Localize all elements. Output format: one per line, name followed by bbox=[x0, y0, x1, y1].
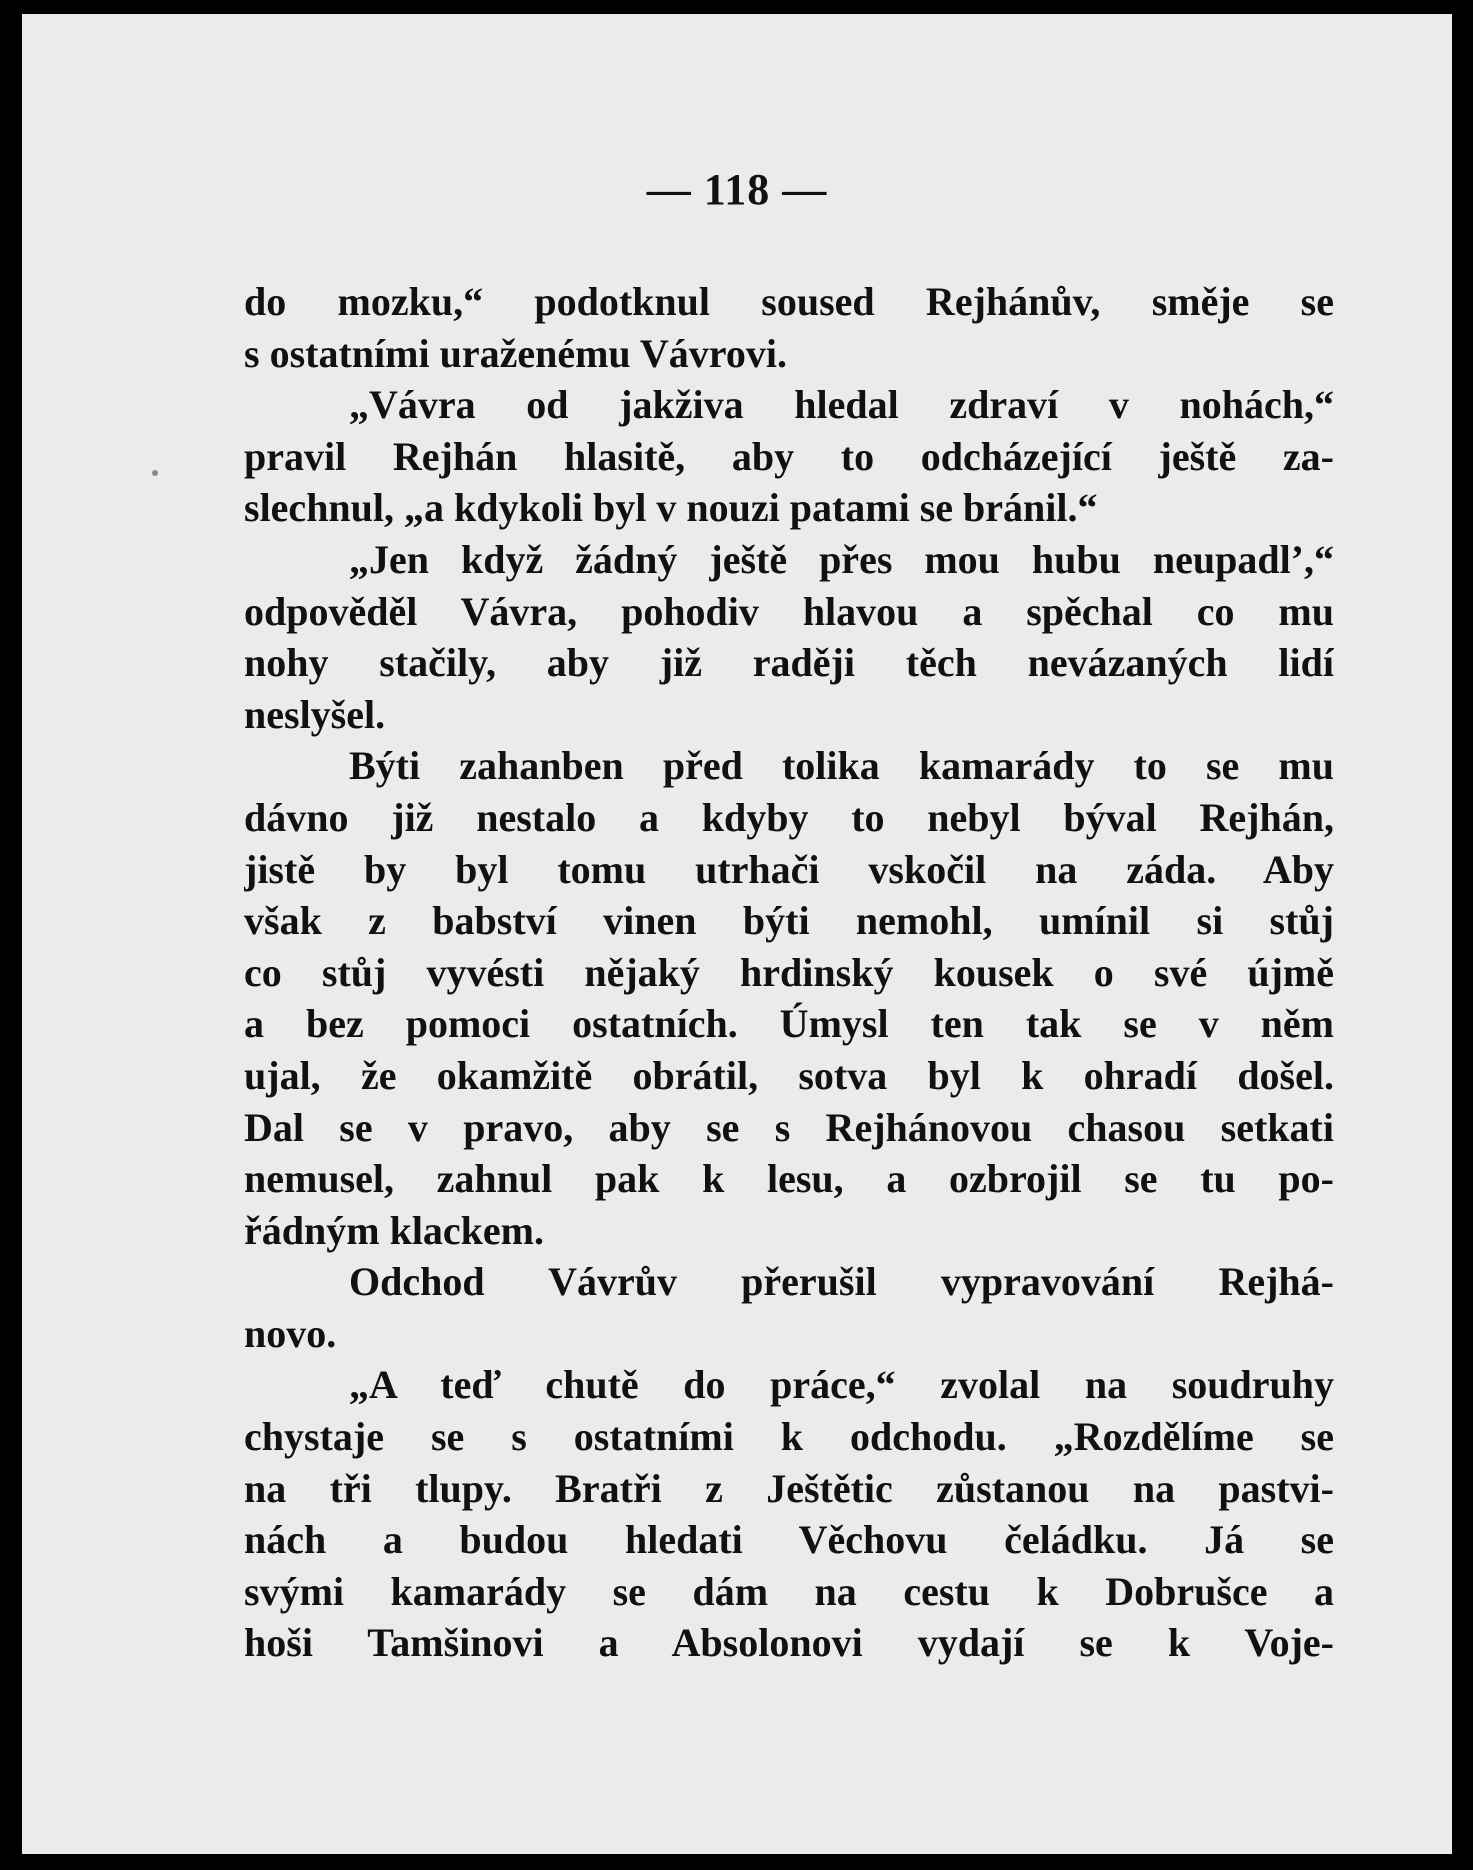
paper-speck bbox=[152, 470, 158, 476]
page-number: — 118 — bbox=[646, 165, 828, 214]
text-line: co stůj vyvésti nějaký hrdinský kousek o své újmě bbox=[244, 949, 1334, 995]
text-line: s ostatními uraženému Vávrovi. bbox=[244, 330, 787, 376]
text-line: novo. bbox=[244, 1310, 337, 1356]
text-line: a bez pomoci ostatních. Úmysl ten tak se v něm bbox=[244, 1001, 1334, 1047]
text-line: dávno již nestalo a kdyby to nebyl býval Rejhán, bbox=[244, 794, 1334, 840]
text-line: nemusel, zahnul pak k lesu, a ozbrojil se tu po- bbox=[244, 1156, 1334, 1202]
text-line: řádným klackem. bbox=[244, 1207, 544, 1253]
text-line: neslyšel. bbox=[244, 691, 386, 737]
text-line: pravil Rejhán hlasitě, aby to odcházející ještě za- bbox=[244, 433, 1334, 479]
text-line: „Jen když žádný ještě přes mou hubu neupadl’,“ bbox=[349, 536, 1334, 582]
text-line: ujal, že okamžitě obrátil, sotva byl k ohradí došel. bbox=[244, 1052, 1334, 1098]
text-line: nohy stačily, aby již raději těch nevázaných lidí bbox=[244, 640, 1334, 686]
text-line: „A teď chutě do práce,“ zvolal na soudruhy bbox=[349, 1362, 1334, 1408]
text-line: nách a budou hledati Věchovu čeládku. Já se bbox=[244, 1517, 1334, 1563]
body-text bbox=[244, 276, 1334, 1669]
book-page bbox=[22, 14, 1452, 1854]
text-line: hoši Tamšinovi a Absolonovi vydají se k Voje- bbox=[244, 1620, 1334, 1666]
text-line: Býti zahanben před tolika kamarády to se mu bbox=[349, 743, 1334, 789]
text-line: „Vávra od jakživa hledal zdraví v nohách,“ bbox=[349, 382, 1334, 428]
text-line: jistě by byl tomu utrhači vskočil na záda. Aby bbox=[244, 846, 1334, 892]
text-line: Odchod Vávrův přerušil vypravování Rejhá- bbox=[349, 1259, 1334, 1305]
text-line: na tři tlupy. Bratři z Ještětic zůstanou na pastvi- bbox=[244, 1465, 1334, 1511]
text-line: svými kamarády se dám na cestu k Dobrušce a bbox=[244, 1568, 1334, 1614]
text-line: do mozku,“ podotknul soused Rejhánův, směje se bbox=[244, 279, 1334, 324]
text-line: však z babství vinen býti nemohl, umínil si stůj bbox=[244, 898, 1334, 944]
text-line: chystaje se s ostatními k odchodu. „Rozdělíme se bbox=[244, 1414, 1334, 1460]
text-line: odpověděl Vávra, pohodiv hlavou a spěchal co mu bbox=[244, 588, 1334, 634]
text-line: slechnul, „a kdykoli byl v nouzi patami se bránil.“ bbox=[244, 485, 1098, 531]
text-line: Dal se v pravo, aby se s Rejhánovou chasou setkati bbox=[244, 1104, 1334, 1150]
